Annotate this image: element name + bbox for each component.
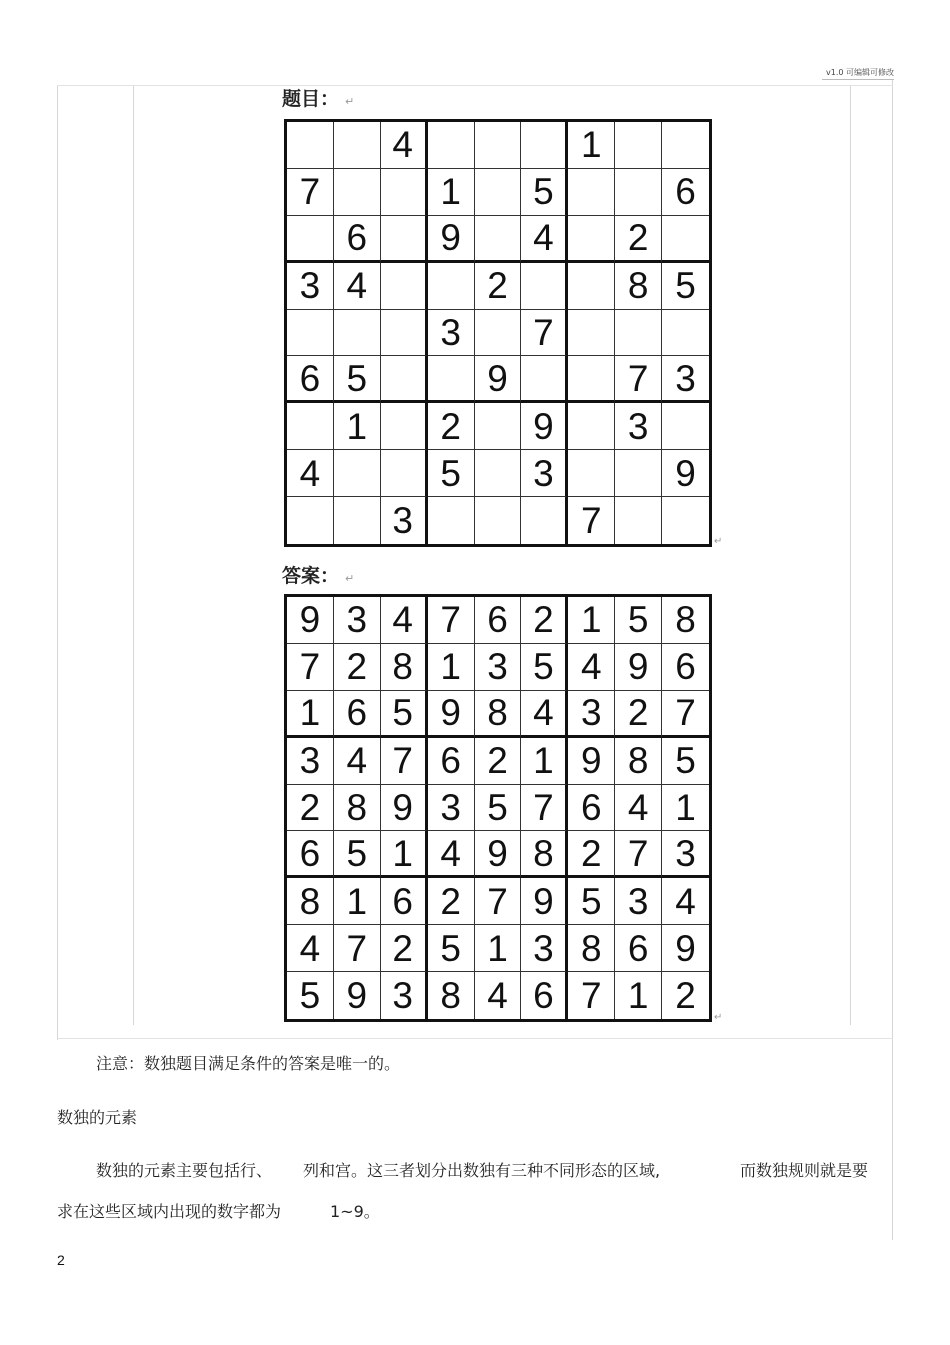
sudoku-cell: 8 [428, 972, 475, 1019]
sudoku-cell [381, 356, 428, 403]
sudoku-cell: 2 [381, 925, 428, 972]
header-rule [822, 79, 894, 80]
sudoku-cell [475, 497, 522, 544]
sudoku-cell: 9 [521, 403, 568, 450]
sudoku-cell: 2 [521, 597, 568, 644]
sudoku-cell: 7 [521, 785, 568, 832]
sudoku-cell: 7 [615, 831, 662, 878]
sudoku-cell: 3 [287, 263, 334, 310]
sudoku-cell: 3 [662, 356, 709, 403]
sudoku-cell: 5 [334, 831, 381, 878]
sudoku-cell: 9 [475, 356, 522, 403]
sudoku-cell [615, 169, 662, 216]
sudoku-cell: 9 [662, 925, 709, 972]
sudoku-cell: 8 [615, 263, 662, 310]
sudoku-cell: 7 [475, 878, 522, 925]
sudoku-cell [568, 310, 615, 357]
sudoku-cell: 4 [287, 925, 334, 972]
sudoku-cell: 3 [521, 925, 568, 972]
sudoku-cell: 2 [428, 403, 475, 450]
puzzle-label-text: 题目： [282, 88, 340, 110]
sudoku-cell [381, 169, 428, 216]
sudoku-cell [521, 122, 568, 169]
sudoku-cell: 9 [568, 738, 615, 785]
answer-label [282, 561, 354, 588]
sudoku-cell: 9 [334, 972, 381, 1019]
paragraph-line-2a: 求在这些区域内出现的数字都为 [57, 1202, 282, 1221]
paragraph-mark: ↵ [345, 95, 355, 108]
sudoku-cell [334, 450, 381, 497]
sudoku-cell: 6 [287, 356, 334, 403]
sudoku-cell: 2 [615, 691, 662, 738]
sudoku-cell [615, 497, 662, 544]
sudoku-cell: 8 [287, 878, 334, 925]
sudoku-cell: 1 [287, 691, 334, 738]
sudoku-cell: 1 [568, 122, 615, 169]
sudoku-cell: 2 [428, 878, 475, 925]
sudoku-cell: 1 [381, 831, 428, 878]
paragraph-mark: ↵ [714, 1012, 723, 1023]
sudoku-cell: 3 [428, 310, 475, 357]
sudoku-cell: 4 [475, 972, 522, 1019]
sudoku-cell: 8 [334, 785, 381, 832]
sudoku-cell: 8 [615, 738, 662, 785]
note-text: 注意：数独题目满足条件的答案是唯一的。 [96, 1054, 401, 1073]
sudoku-cell: 5 [615, 597, 662, 644]
sudoku-cell: 3 [475, 644, 522, 691]
sudoku-cell [287, 216, 334, 263]
sudoku-cell: 6 [428, 738, 475, 785]
sudoku-cell: 4 [287, 450, 334, 497]
sudoku-cell: 4 [615, 785, 662, 832]
sudoku-cell: 3 [381, 497, 428, 544]
sudoku-cell: 6 [662, 169, 709, 216]
sudoku-cell: 8 [521, 831, 568, 878]
sudoku-cell: 4 [381, 597, 428, 644]
version-header: v1.0 可编辑可修改 [826, 68, 894, 77]
sudoku-cell: 1 [521, 738, 568, 785]
sudoku-cell: 7 [287, 644, 334, 691]
sudoku-cell: 5 [334, 356, 381, 403]
sudoku-cell [568, 216, 615, 263]
paragraph-line-1c: 而数独规则就是要 [740, 1161, 869, 1180]
sudoku-cell [381, 263, 428, 310]
sudoku-cell: 6 [615, 925, 662, 972]
sudoku-cell: 1 [475, 925, 522, 972]
sudoku-puzzle-grid [284, 119, 712, 547]
sudoku-cell [521, 263, 568, 310]
sudoku-cell: 9 [287, 597, 334, 644]
sudoku-cell: 7 [381, 738, 428, 785]
sudoku-cell [662, 310, 709, 357]
sudoku-cell [428, 122, 475, 169]
paragraph-mark: ↵ [345, 572, 355, 585]
sudoku-cell [334, 122, 381, 169]
sudoku-cell: 7 [287, 169, 334, 216]
sudoku-cell: 5 [428, 925, 475, 972]
sudoku-cell [428, 263, 475, 310]
sudoku-cell: 5 [475, 785, 522, 832]
sudoku-cell: 6 [334, 216, 381, 263]
sudoku-cell: 9 [428, 216, 475, 263]
sudoku-cell [568, 169, 615, 216]
sudoku-cell: 9 [428, 691, 475, 738]
sudoku-cell: 3 [615, 878, 662, 925]
sudoku-cell: 1 [615, 972, 662, 1019]
sudoku-cell [568, 450, 615, 497]
sudoku-cell: 3 [334, 597, 381, 644]
sudoku-cell: 5 [521, 169, 568, 216]
sudoku-cell: 6 [381, 878, 428, 925]
sudoku-cell [334, 310, 381, 357]
sudoku-cell: 5 [428, 450, 475, 497]
sudoku-cell: 1 [428, 169, 475, 216]
sudoku-cell: 5 [287, 972, 334, 1019]
puzzle-label [282, 84, 354, 111]
sudoku-cell: 7 [662, 691, 709, 738]
sudoku-cell: 3 [287, 738, 334, 785]
sudoku-cell: 5 [568, 878, 615, 925]
sudoku-cell [475, 310, 522, 357]
sudoku-cell: 9 [475, 831, 522, 878]
sudoku-cell: 9 [521, 878, 568, 925]
sudoku-cell [475, 450, 522, 497]
page-guide-right-inner [850, 85, 851, 1025]
sudoku-cell [381, 216, 428, 263]
sudoku-cell: 5 [381, 691, 428, 738]
sudoku-cell [287, 403, 334, 450]
sudoku-cell [475, 216, 522, 263]
sudoku-cell: 7 [428, 597, 475, 644]
paragraph-line-1a: 数独的元素主要包括行、 [96, 1161, 273, 1180]
sudoku-cell [521, 497, 568, 544]
sudoku-cell [475, 122, 522, 169]
page-guide-top [57, 85, 893, 86]
sudoku-cell: 9 [615, 644, 662, 691]
sudoku-cell: 2 [568, 831, 615, 878]
sudoku-cell: 6 [662, 644, 709, 691]
sudoku-cell: 2 [615, 216, 662, 263]
sudoku-cell [615, 122, 662, 169]
sudoku-cell: 1 [334, 878, 381, 925]
sudoku-cell [662, 122, 709, 169]
sudoku-cell [521, 356, 568, 403]
sudoku-cell: 8 [662, 597, 709, 644]
sudoku-cell: 7 [521, 310, 568, 357]
sudoku-cell [287, 122, 334, 169]
sudoku-cell: 6 [334, 691, 381, 738]
sudoku-cell: 4 [662, 878, 709, 925]
sudoku-cell: 1 [568, 597, 615, 644]
sudoku-cell: 5 [521, 644, 568, 691]
sudoku-cell: 6 [568, 785, 615, 832]
sudoku-cell: 1 [334, 403, 381, 450]
sudoku-cell [334, 497, 381, 544]
sudoku-cell: 7 [615, 356, 662, 403]
page-guide-left-inner [133, 85, 134, 1025]
sudoku-cell [334, 169, 381, 216]
sudoku-cell: 2 [475, 263, 522, 310]
sudoku-cell [568, 356, 615, 403]
sudoku-cell [428, 356, 475, 403]
sudoku-cell [662, 497, 709, 544]
sudoku-cell: 8 [381, 644, 428, 691]
sudoku-cell: 3 [662, 831, 709, 878]
sudoku-cell [381, 403, 428, 450]
sudoku-cell: 4 [568, 644, 615, 691]
sudoku-cell [475, 403, 522, 450]
sudoku-cell: 3 [381, 972, 428, 1019]
sudoku-cell [287, 497, 334, 544]
sudoku-cell: 7 [568, 972, 615, 1019]
sudoku-answer-grid [284, 594, 712, 1022]
sudoku-cell: 4 [428, 831, 475, 878]
sudoku-cell: 5 [662, 263, 709, 310]
sudoku-cell: 3 [615, 403, 662, 450]
sudoku-cell: 9 [381, 785, 428, 832]
answer-label-text: 答案： [282, 565, 340, 587]
sudoku-cell: 4 [334, 263, 381, 310]
sudoku-cell: 3 [521, 450, 568, 497]
sudoku-cell [615, 450, 662, 497]
sudoku-cell: 4 [381, 122, 428, 169]
paragraph-mark: ↵ [714, 536, 723, 547]
paragraph-line-1b: 列和宫。这三者划分出数独有三种不同形态的区域, [303, 1161, 661, 1180]
sudoku-cell: 8 [475, 691, 522, 738]
sudoku-cell [662, 216, 709, 263]
sudoku-cell: 2 [287, 785, 334, 832]
sudoku-cell: 6 [521, 972, 568, 1019]
sudoku-cell: 2 [475, 738, 522, 785]
sudoku-cell: 7 [568, 497, 615, 544]
sudoku-cell: 1 [428, 644, 475, 691]
sudoku-cell: 3 [428, 785, 475, 832]
sudoku-cell [568, 263, 615, 310]
sudoku-cell [381, 450, 428, 497]
page-number: 2 [57, 1252, 65, 1268]
sudoku-cell: 9 [662, 450, 709, 497]
sudoku-cell: 4 [521, 691, 568, 738]
sudoku-cell [428, 497, 475, 544]
sudoku-cell: 2 [675, 975, 696, 1017]
sudoku-cell: 2 [334, 644, 381, 691]
page-guide-right-outer [892, 80, 893, 1240]
sudoku-cell [381, 310, 428, 357]
sudoku-cell: 6 [475, 597, 522, 644]
sudoku-cell: 6 [287, 831, 334, 878]
sudoku-cell [287, 310, 334, 357]
sudoku-cell [568, 403, 615, 450]
sudoku-cell: 1 [662, 785, 709, 832]
sudoku-cell: 3 [568, 691, 615, 738]
sudoku-cell: 7 [334, 925, 381, 972]
sudoku-cell: 4 [521, 216, 568, 263]
sudoku-cell: 4 [334, 738, 381, 785]
page-guide-middle [57, 1038, 893, 1039]
page-guide-left-outer [57, 85, 58, 1040]
sudoku-cell [615, 310, 662, 357]
sudoku-cell: 5 [662, 738, 709, 785]
sudoku-cell: 8 [568, 925, 615, 972]
sudoku-cell [662, 403, 709, 450]
sudoku-cell [475, 169, 522, 216]
paragraph-line-2b: 1~9。 [330, 1202, 380, 1221]
section-heading: 数独的元素 [57, 1108, 138, 1127]
